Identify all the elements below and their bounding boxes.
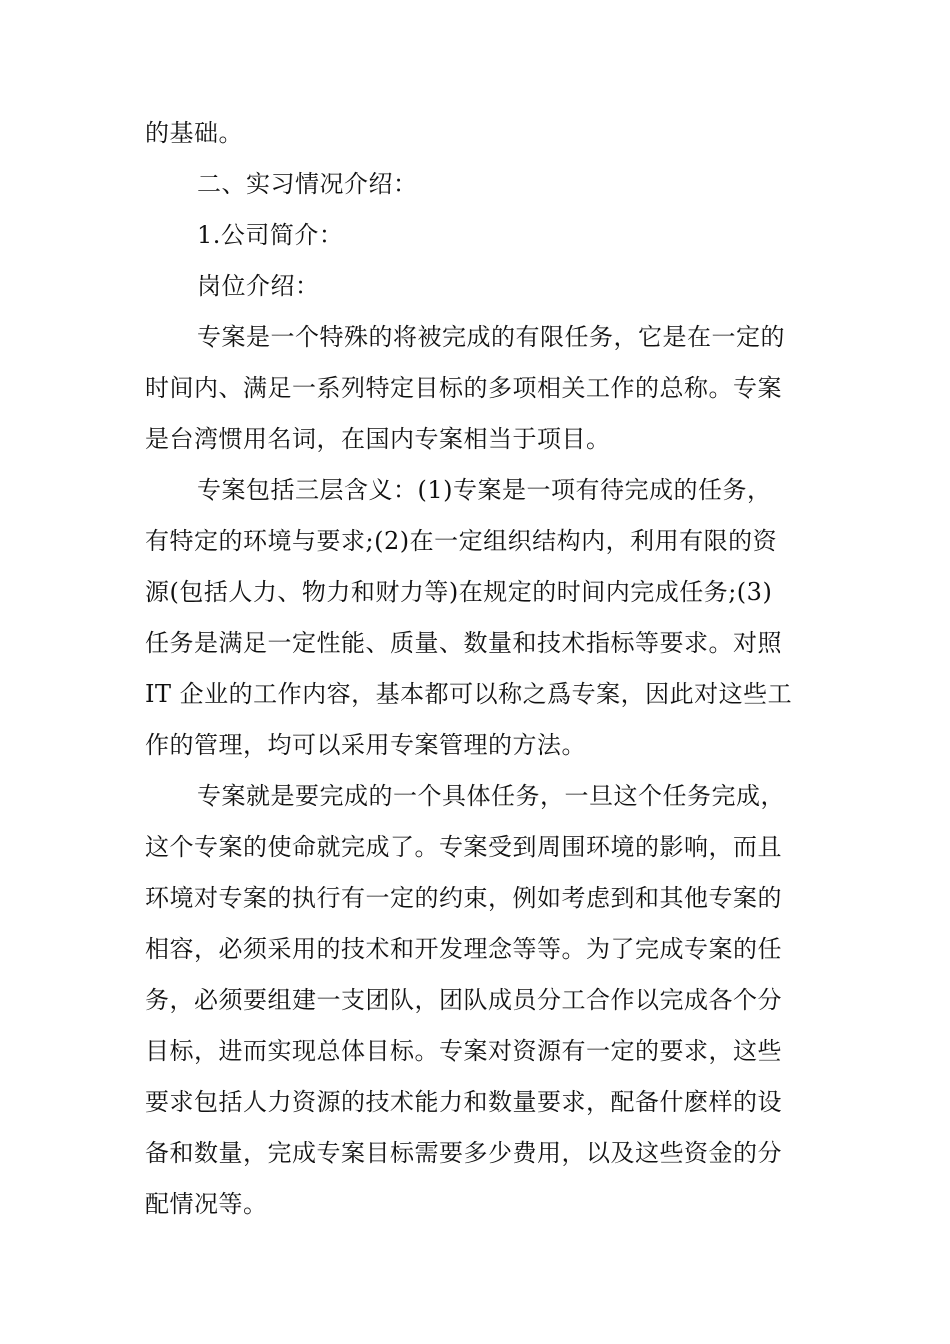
paragraph-2-line: 专案包括三层含义：(1)专案是一项有待完成的任务， [197, 476, 772, 504]
paragraph-3-line: 环境对专案的执行有一定的约束，例如考虑到和其他专案的 [145, 884, 782, 912]
paragraph-3-line: 务，必须要组建一支团队，团队成员分工合作以完成各个分 [145, 986, 782, 1014]
paragraph-1-line: 是台湾惯用名词，在国内专案相当于项目。 [145, 425, 611, 453]
paragraph-3-line: 要求包括人力资源的技术能力和数量要求，配备什麽样的设 [145, 1088, 782, 1116]
paragraph-3-line: 相容，必须采用的技术和开发理念等等。为了完成专案的任 [145, 935, 782, 963]
paragraph-3-line: 这个专案的使命就完成了。专案受到周围环境的影响，而且 [145, 833, 782, 861]
paragraph-2-line: IT 企业的工作内容，基本都可以称之爲专案，因此对这些工 [145, 680, 793, 708]
paragraph-2-line: 源(包括人力、物力和财力等)在规定的时间内完成任务;(3) [145, 578, 773, 606]
paragraph-2-line: 有特定的环境与要求;(2)在一定组织结构内，利用有限的资 [145, 527, 778, 555]
paragraph-1-line: 专案是一个特殊的将被完成的有限任务，它是在一定的 [197, 323, 785, 351]
paragraph-3-line: 配情况等。 [145, 1190, 268, 1218]
paragraph-3-line: 专案就是要完成的一个具体任务，一旦这个任务完成， [197, 782, 785, 810]
text-line-continuation: 的基础。 [145, 119, 243, 147]
document-body [145, 108, 810, 1230]
subheading-position-intro: 岗位介绍： [197, 272, 320, 300]
paragraph-2-line: 任务是满足一定性能、质量、数量和技术指标等要求。对照 [145, 629, 782, 657]
paragraph-2-line: 作的管理，均可以采用专案管理的方法。 [145, 731, 586, 759]
paragraph-1-line: 时间内、满足一系列特定目标的多项相关工作的总称。专案 [145, 374, 782, 402]
subheading-company-intro: 1.公司简介： [197, 221, 344, 249]
paragraph-3-line: 目标，进而实现总体目标。专案对资源有一定的要求，这些 [145, 1037, 782, 1065]
section-heading-internship: 二、实习情况介绍： [197, 170, 418, 198]
paragraph-3-line: 备和数量，完成专案目标需要多少费用，以及这些资金的分 [145, 1139, 782, 1167]
